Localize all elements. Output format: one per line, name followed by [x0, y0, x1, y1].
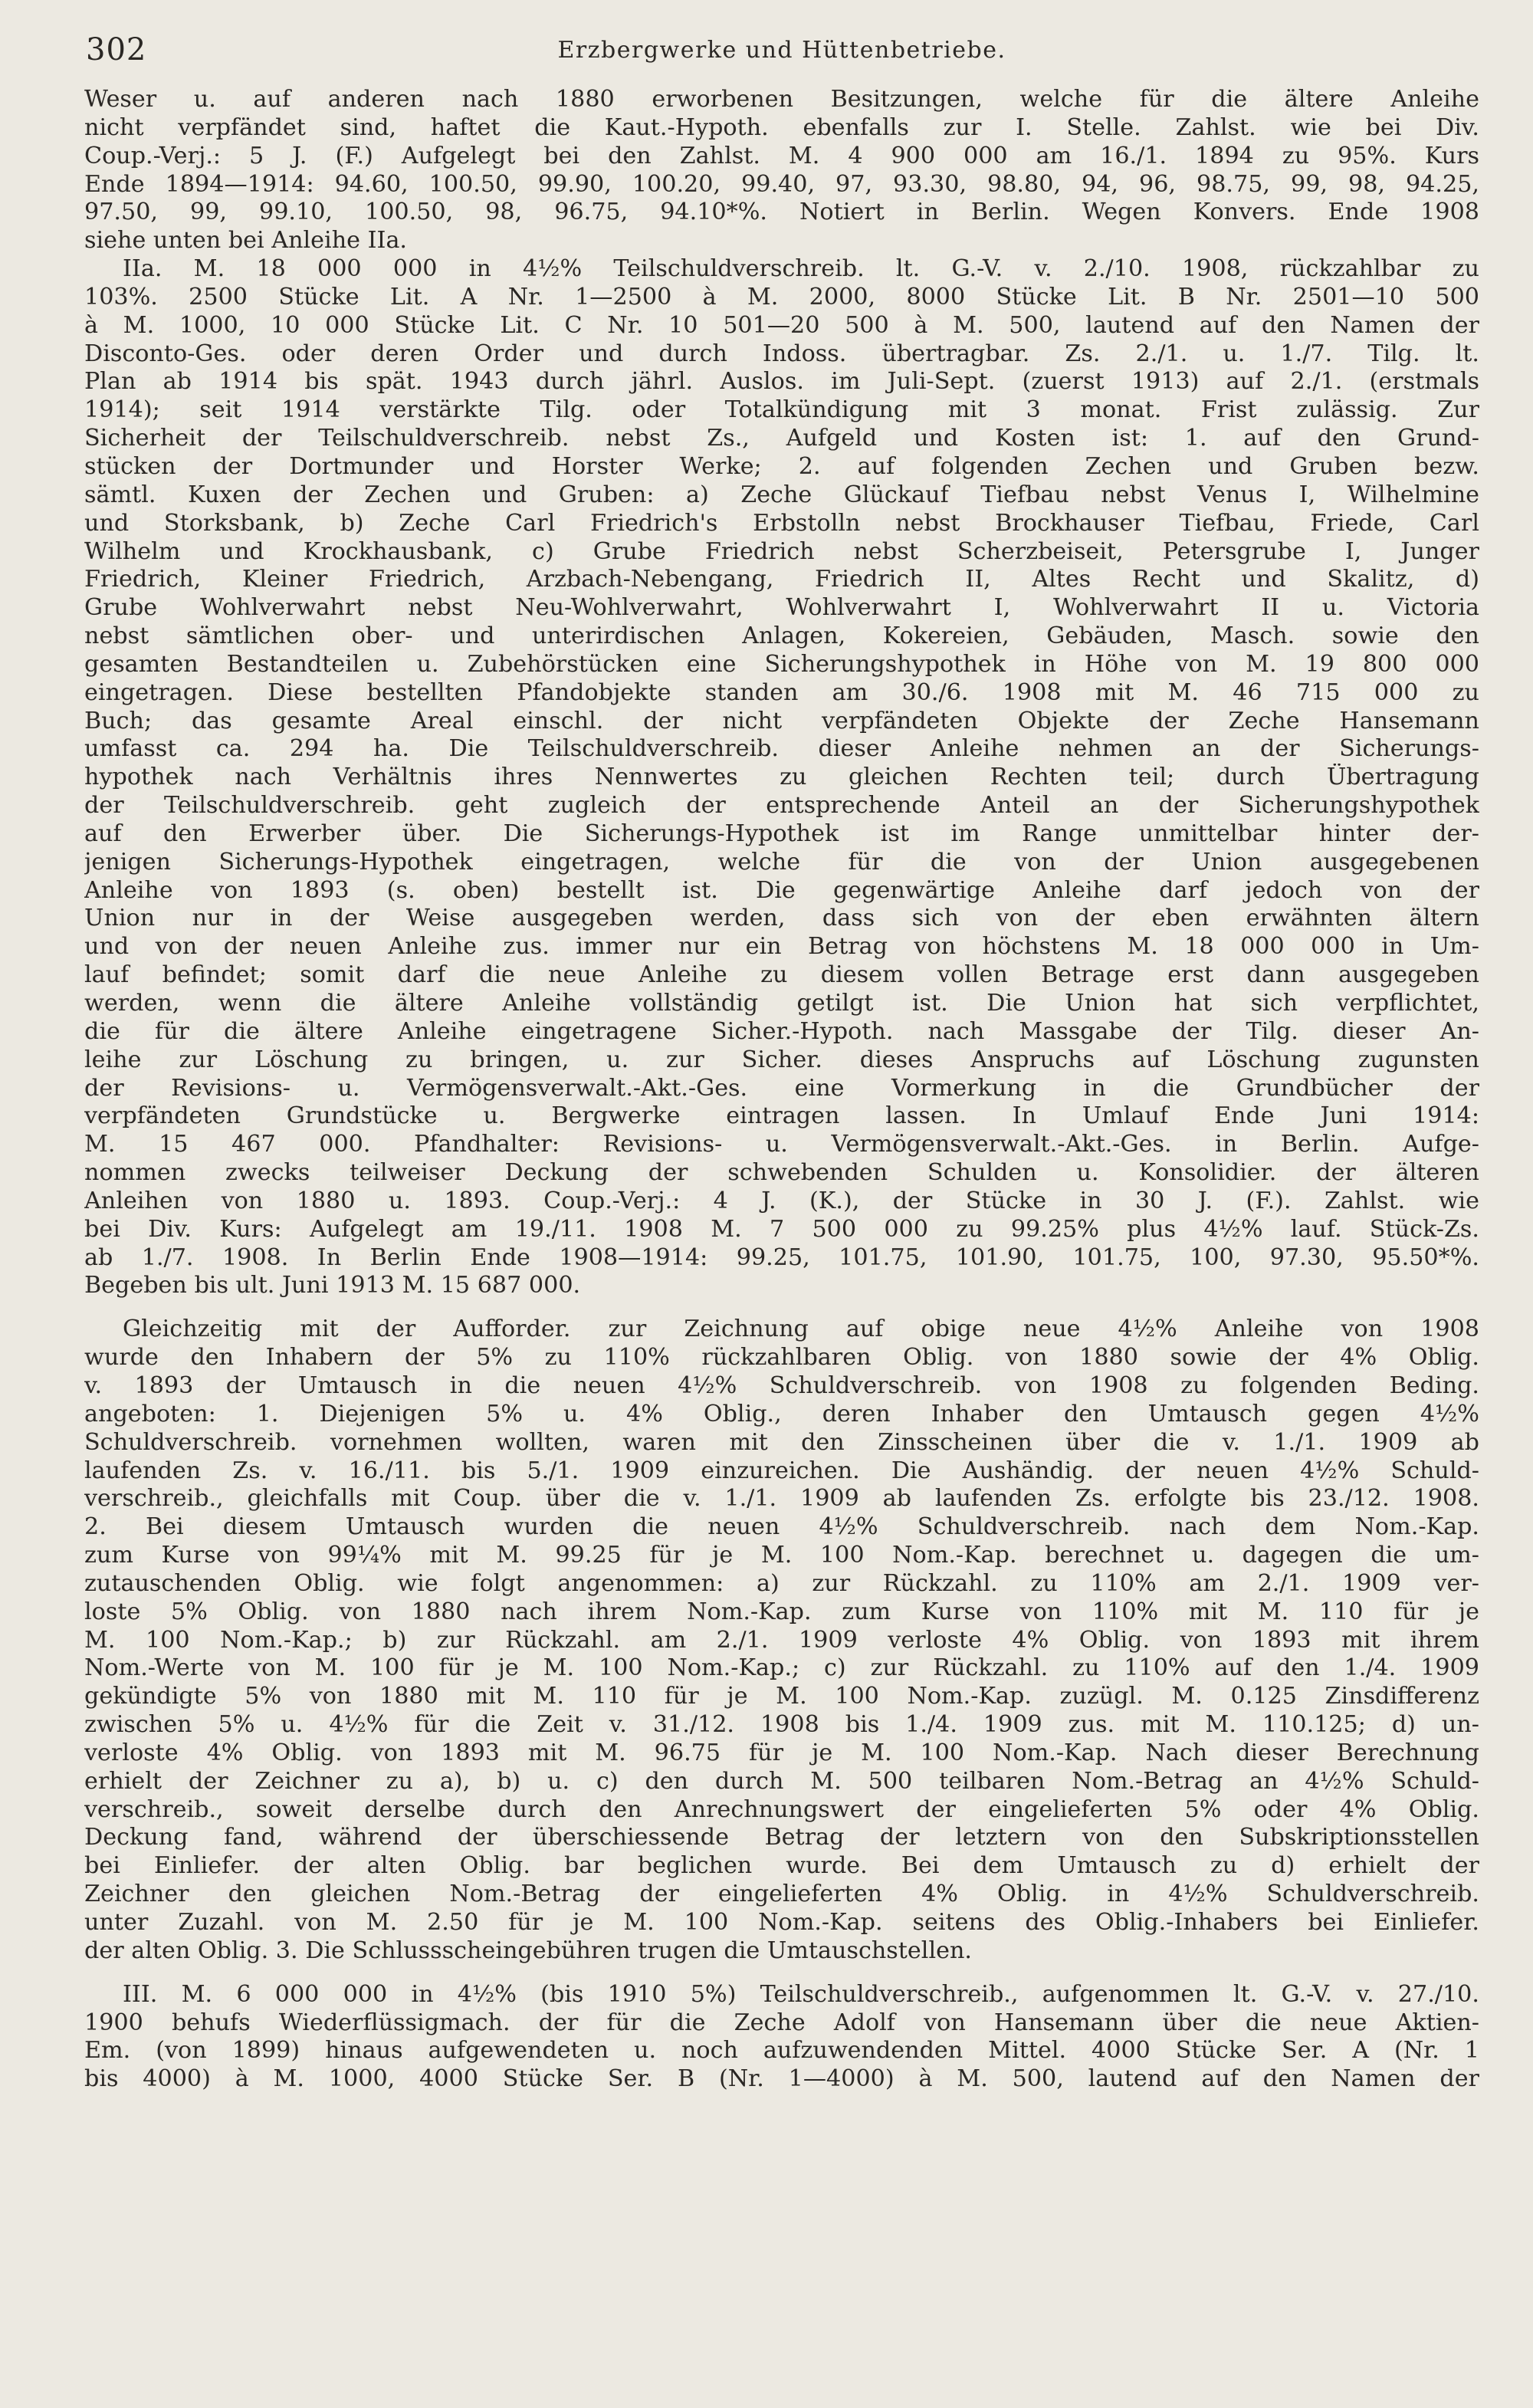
text-line: zwischen 5% u. 4½% für die Zeit v. 31./12. 1908 bis 1./4. 1909 zus. mit M. 110.125; d) un-	[84, 1711, 1479, 1739]
text-line: bis 4000) à M. 1000, 4000 Stücke Ser. B (Nr. 1—4000) à M. 500, lautend auf den Namen der	[84, 2065, 1479, 2093]
text-line: gekündigte 5% von 1880 mit M. 110 für je M. 100 Nom.-Kap. zuzügl. M. 0.125 Zinsdifferenz	[84, 1683, 1479, 1710]
text-line: zum Kurse von 99¼% mit M. 99.25 für je M. 100 Nom.-Kap. berechnet u. dagegen die um-	[84, 1542, 1479, 1569]
text-line: Disconto-Ges. oder deren Order und durch Indoss. übertragbar. Zs. 2./1. u. 1./7. Tilg. lt.	[84, 340, 1479, 367]
paragraph-anleihe-i	[84, 86, 1479, 255]
text-line: Nom.-Werte von M. 100 für je M. 100 Nom.-Kap.; c) zur Rückzahl. zu 110% auf den 1./4. 1909	[84, 1654, 1479, 1682]
text-line: stücken der Dortmunder und Horster Werke; 2. auf folgenden Zechen und Gruben bezw.	[84, 452, 1479, 480]
text-line: nebst sämtlichen ober- und unterirdischen Anlagen, Kokereien, Gebäuden, Masch. sowie den	[84, 623, 1479, 650]
text-line: nicht verpfändet sind, haftet die Kaut.-Hypoth. ebenfalls zur I. Stelle. Zahlst. wie bei Div.	[84, 113, 1479, 141]
text-line: 1914); seit 1914 verstärkte Tilg. oder Totalkündigung mit 3 monat. Frist zulässig. Zur	[84, 396, 1479, 424]
text-line: M. 100 Nom.-Kap.; b) zur Rückzahl. am 2./1. 1909 verloste 4% Oblig. von 1893 mit ihrem	[84, 1626, 1479, 1654]
text-line: Buch; das gesamte Areal einschl. der nicht verpfändeten Objekte der Zeche Hansemann	[84, 707, 1479, 734]
text-line: Ende 1894—1914: 94.60, 100.50, 99.90, 100.20, 99.40, 97, 93.30, 98.80, 94, 96, 98.75, 99, 98, 94.25,	[84, 170, 1479, 198]
text-line: Weser u. auf anderen nach 1880 erworbenen Besitzungen, welche für die ältere Anleihe	[84, 86, 1479, 113]
paragraph-anleihe-iii	[84, 1981, 1479, 2094]
text-line: 103%. 2500 Stücke Lit. A Nr. 1—2500 à M. 2000, 8000 Stücke Lit. B Nr. 2501—10 500	[84, 283, 1479, 310]
text-line: verschreib., gleichfalls mit Coup. über die v. 1./1. 1909 ab laufenden Zs. erfolgte bis 23./12. 1908.	[84, 1485, 1479, 1513]
page-number: 302	[86, 32, 147, 67]
body-text	[84, 86, 1479, 2094]
text-line: und von der neuen Anleihe zus. immer nur ein Betrag von höchstens M. 18 000 000 in Um-	[84, 933, 1479, 961]
text-line: Union nur in der Weise ausgegeben werden, dass sich von der eben erwähnten ältern	[84, 905, 1479, 932]
text-line: der alten Oblig. 3. Die Schlussscheingebühren trugen die Umtauschstellen.	[84, 1937, 973, 1964]
text-line: loste 5% Oblig. von 1880 nach ihrem Nom.-Kap. zum Kurse von 110% mit M. 110 für je	[84, 1598, 1479, 1625]
text-line: Em. (von 1899) hinaus aufgewendeten u. noch aufzuwendenden Mittel. 4000 Stücke Ser. A (Nr. 1	[84, 2037, 1479, 2065]
text-line: Schuldverschreib. vornehmen wollten, waren mit den Zinsscheinen über die v. 1./1. 1909 ab	[84, 1428, 1479, 1456]
paragraph-anleihe-iia	[84, 255, 1479, 1300]
text-line: Deckung fand, während der überschiessende Betrag der letztern von den Subskriptionsstellen	[84, 1824, 1479, 1851]
text-line: der Revisions- u. Vermögensverwalt.-Akt.-Ges. eine Vormerkung in die Grundbücher der	[84, 1074, 1479, 1102]
page-heading: Erzbergwerke und Hüttenbetriebe.	[557, 37, 1006, 64]
text-line: Grube Wohlverwahrt nebst Neu-Wohlverwahrt, Wohlverwahrt I, Wohlverwahrt II u. Victoria	[84, 594, 1479, 622]
text-line: die für die ältere Anleihe eingetragene Sicher.-Hypoth. nach Massgabe der Tilg. dieser An-	[84, 1017, 1479, 1045]
text-line: Anleihe von 1893 (s. oben) bestellt ist. Die gegenwärtige Anleihe darf jedoch von der	[84, 876, 1479, 904]
text-line: der Teilschuldverschreib. geht zugleich der entsprechende Anteil an der Sicherungshypothek	[84, 792, 1479, 820]
text-line: III. M. 6 000 000 in 4½% (bis 1910 5%) Teilschuldverschreib., aufgenommen lt. G.-V. v. 27./10.	[123, 1980, 1479, 2008]
text-line: auf den Erwerber über. Die Sicherungs-Hypothek ist im Range unmittelbar hinter der-	[84, 820, 1479, 847]
text-line: verloste 4% Oblig. von 1893 mit M. 96.75 für je M. 100 Nom.-Kap. Nach dieser Berechnung	[84, 1739, 1479, 1766]
text-line: Anleihen von 1880 u. 1893. Coup.-Verj.: 4 J. (K.), der Stücke in 30 J. (F.). Zahlst. wie	[84, 1187, 1479, 1214]
running-head	[84, 32, 1479, 86]
text-line: verschreib., soweit derselbe durch den Anrechnungswert der eingelieferten 5% oder 4% Oblig.	[84, 1795, 1479, 1823]
text-line: 1900 behufs Wiederflüssigmach. der für die Zeche Adolf von Hansemann über die neue Aktien-	[84, 2009, 1479, 2036]
text-line: Plan ab 1914 bis spät. 1943 durch jährl. Auslos. im Juli-Sept. (zuerst 1913) auf 2./1. (erstmals	[84, 368, 1479, 396]
text-line: 2. Bei diesem Umtausch wurden die neuen 4½% Schuldverschreib. nach dem Nom.-Kap.	[84, 1513, 1479, 1541]
text-line: erhielt der Zeichner zu a), b) u. c) den durch M. 500 teilbaren Nom.-Betrag an 4½% Schuld-	[84, 1767, 1479, 1795]
text-line: Sicherheit der Teilschuldverschreib. nebst Zs., Aufgeld und Kosten ist: 1. auf den Grund-	[84, 425, 1479, 452]
text-line: v. 1893 der Umtausch in die neuen 4½% Schuldverschreib. von 1908 zu folgenden Beding.	[84, 1372, 1479, 1399]
text-line: unter Zuzahl. von M. 2.50 für je M. 100 Nom.-Kap. seitens des Oblig.-Inhabers bei Einliefer.	[84, 1909, 1479, 1936]
text-line: Gleichzeitig mit der Aufforder. zur Zeichnung auf obige neue 4½% Anleihe von 1908	[123, 1316, 1479, 1343]
text-line: Friedrich, Kleiner Friedrich, Arzbach-Nebengang, Friedrich II, Altes Recht und Skalitz, d)	[84, 566, 1479, 593]
text-line: sämtl. Kuxen der Zechen und Gruben: a) Zeche Glückauf Tiefbau nebst Venus I, Wilhelmine	[84, 481, 1479, 508]
text-line: eingetragen. Diese bestellten Pfandobjekte standen am 30./6. 1908 mit M. 46 715 000 zu	[84, 678, 1479, 706]
text-line: M. 15 467 000. Pfandhalter: Revisions- u. Vermögensverwalt.-Akt.-Ges. in Berlin. Aufge-	[84, 1131, 1479, 1158]
text-line: hypothek nach Verhältnis ihres Nennwertes zu gleichen Rechten teil; durch Übertragung	[84, 764, 1479, 791]
text-line: Begeben bis ult. Juni 1913 M. 15 687 000.	[84, 1272, 581, 1299]
text-line: gesamten Bestandteilen u. Zubehörstücken eine Sicherungshypothek in Höhe von M. 19 800 000	[84, 650, 1479, 678]
text-line: verpfändeten Grundstücke u. Bergwerke eintragen lassen. In Umlauf Ende Juni 1914:	[84, 1102, 1479, 1130]
text-line: Coup.-Verj.: 5 J. (F.) Aufgelegt bei den Zahlst. M. 4 900 000 am 16./1. 1894 zu 95%. Kurs	[84, 142, 1479, 169]
text-line: jenigen Sicherungs-Hypothek eingetragen, welche für die von der Union ausgegebenen	[84, 848, 1479, 875]
text-line: umfasst ca. 294 ha. Die Teilschuldverschreib. dieser Anleihe nehmen an der Sicherungs-	[84, 735, 1479, 763]
text-line: ab 1./7. 1908. In Berlin Ende 1908—1914: 99.25, 101.75, 101.90, 101.75, 100, 97.30, 95.50*%.	[84, 1243, 1479, 1271]
text-line: bei Div. Kurs: Aufgelegt am 19./11. 1908 M. 7 500 000 zu 99.25% plus 4½% lauf. Stück-Zs.	[84, 1215, 1479, 1243]
paragraph-umtausch	[84, 1316, 1479, 1965]
text-line: IIa. M. 18 000 000 in 4½% Teilschuldverschreib. lt. G.-V. v. 2./10. 1908, rückzahlbar zu	[123, 255, 1479, 283]
text-line: siehe unten bei Anleihe IIa.	[84, 227, 408, 255]
text-line: werden, wenn die ältere Anleihe vollständig getilgt ist. Die Union hat sich verpflichtet,	[84, 990, 1479, 1017]
text-line: lauf befindet; somit darf die neue Anleihe zu diesem vollen Betrage erst dann ausgegeben	[84, 961, 1479, 989]
text-line: à M. 1000, 10 000 Stücke Lit. C Nr. 10 501—20 500 à M. 500, lautend auf den Namen der	[84, 311, 1479, 339]
text-line: wurde den Inhabern der 5% zu 110% rückzahlbaren Oblig. von 1880 sowie der 4% Oblig.	[84, 1344, 1479, 1372]
text-line: Wilhelm und Krockhausbank, c) Grube Friedrich nebst Scherzbeiseit, Petersgrube I, Junger	[84, 537, 1479, 565]
text-line: 97.50, 99, 99.10, 100.50, 98, 96.75, 94.10*%. Notiert in Berlin. Wegen Konvers. Ende 1908	[84, 199, 1479, 226]
text-line: angeboten: 1. Diejenigen 5% u. 4% Oblig., deren Inhaber den Umtausch gegen 4½%	[84, 1400, 1479, 1427]
text-line: bei Einliefer. der alten Oblig. bar beglichen wurde. Bei dem Umtausch zu d) erhielt der	[84, 1852, 1479, 1880]
text-line: laufenden Zs. v. 16./11. bis 5./1. 1909 einzureichen. Die Aushändig. der neuen 4½% Schuld-	[84, 1457, 1479, 1484]
text-line: leihe zur Löschung zu bringen, u. zur Sicher. dieses Anspruchs auf Löschung zugunsten	[84, 1046, 1479, 1073]
text-line: Zeichner den gleichen Nom.-Betrag der eingelieferten 4% Oblig. in 4½% Schuldverschreib.	[84, 1881, 1479, 1908]
text-line: nommen zwecks teilweiser Deckung der schwebenden Schulden u. Konsolidier. der älteren	[84, 1159, 1479, 1187]
text-line: und Storksbank, b) Zeche Carl Friedrich's Erbstolln nebst Brockhauser Tiefbau, Friede, Carl	[84, 509, 1479, 537]
text-line: zutauschenden Oblig. wie folgt angenommen: a) zur Rückzahl. zu 110% am 2./1. 1909 ver-	[84, 1569, 1479, 1597]
